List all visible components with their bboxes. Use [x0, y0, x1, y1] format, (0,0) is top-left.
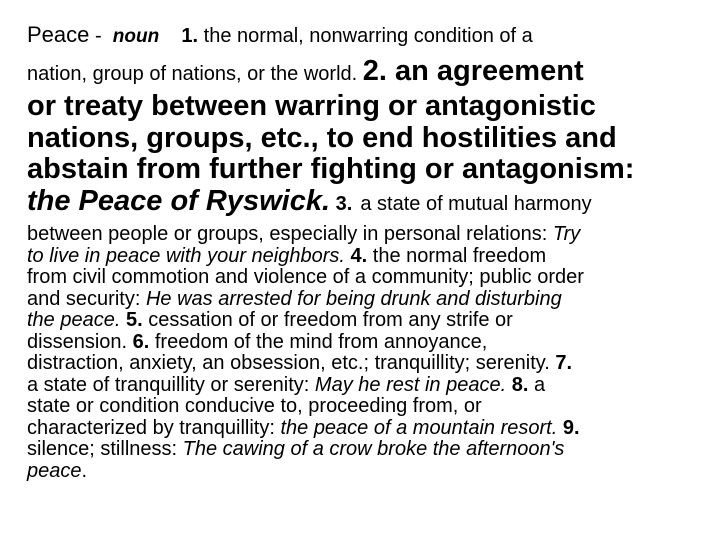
sense-2-example: the Peace of Ryswick.: [27, 184, 331, 217]
sense-number: 7.: [555, 352, 573, 374]
sense-number: 8.: [511, 373, 529, 396]
entry-line: state or condition conducive to, proceeding from, or: [27, 395, 482, 417]
sense-7-example: May he rest in peace.: [314, 373, 507, 396]
entry-line: [27, 16, 699, 56]
sense-number: 4.: [350, 244, 368, 267]
entry-line: the peace. 5. cessation of or freedom from any strife or: [27, 309, 513, 331]
sense-2-part-a: an agreement: [386, 55, 584, 87]
entry-line: peace.: [27, 459, 88, 482]
entry-line: a state of tranquillity or serenity: May he rest in peace. 8. a: [27, 373, 546, 396]
sense-number: 2.: [362, 55, 387, 87]
sense-number: 6.: [132, 330, 150, 353]
entry-line: abstain from further fighting or antagonism:: [27, 153, 635, 185]
entry-line: distraction, anxiety, an obsession, etc.; tranquillity; serenity. 7.: [27, 352, 573, 374]
headword: Peace: [27, 22, 90, 47]
entry-line: and security: He was arrested for being drunk and disturbing: [27, 287, 562, 310]
entry-line: from civil commotion and violence of a community; public order: [27, 266, 584, 288]
entry-line: or treaty between warring or antagonistic: [27, 90, 596, 122]
sense-number: 1.: [181, 25, 199, 47]
sense-number: 5.: [125, 309, 143, 331]
entry-line: [27, 186, 699, 221]
sense-1-part-b: nation, group of nations, or the world.: [27, 63, 358, 85]
sense-1-part-a: the normal, nonwarring condition of a: [203, 25, 533, 47]
entry-line: nations, groups, etc., to end hostilities and: [27, 121, 617, 154]
separator: -: [94, 25, 102, 47]
entry-line: [27, 56, 699, 91]
entry-line: characterized by tranquillity: the peace of a mountain resort. 9.: [27, 416, 580, 439]
entry-line: dissension. 6. freedom of the mind from annoyance,: [27, 330, 488, 353]
sense-number: 9.: [562, 416, 580, 439]
sense-number: 3.: [335, 192, 353, 215]
entry-line: silence; stillness: The cawing of a crow broke the afternoon's: [27, 438, 565, 460]
entry-line: between people or groups, especially in personal relations: Try: [27, 223, 581, 245]
entry-line: to live in peace with your neighbors. 4. the normal freedom: [27, 244, 547, 267]
sense-8-example: the peace of a mountain resort.: [280, 416, 558, 439]
dictionary-entry: [27, 16, 699, 482]
part-of-speech: noun: [112, 26, 160, 47]
sense-3-part-a: a state of mutual harmony: [360, 192, 592, 215]
